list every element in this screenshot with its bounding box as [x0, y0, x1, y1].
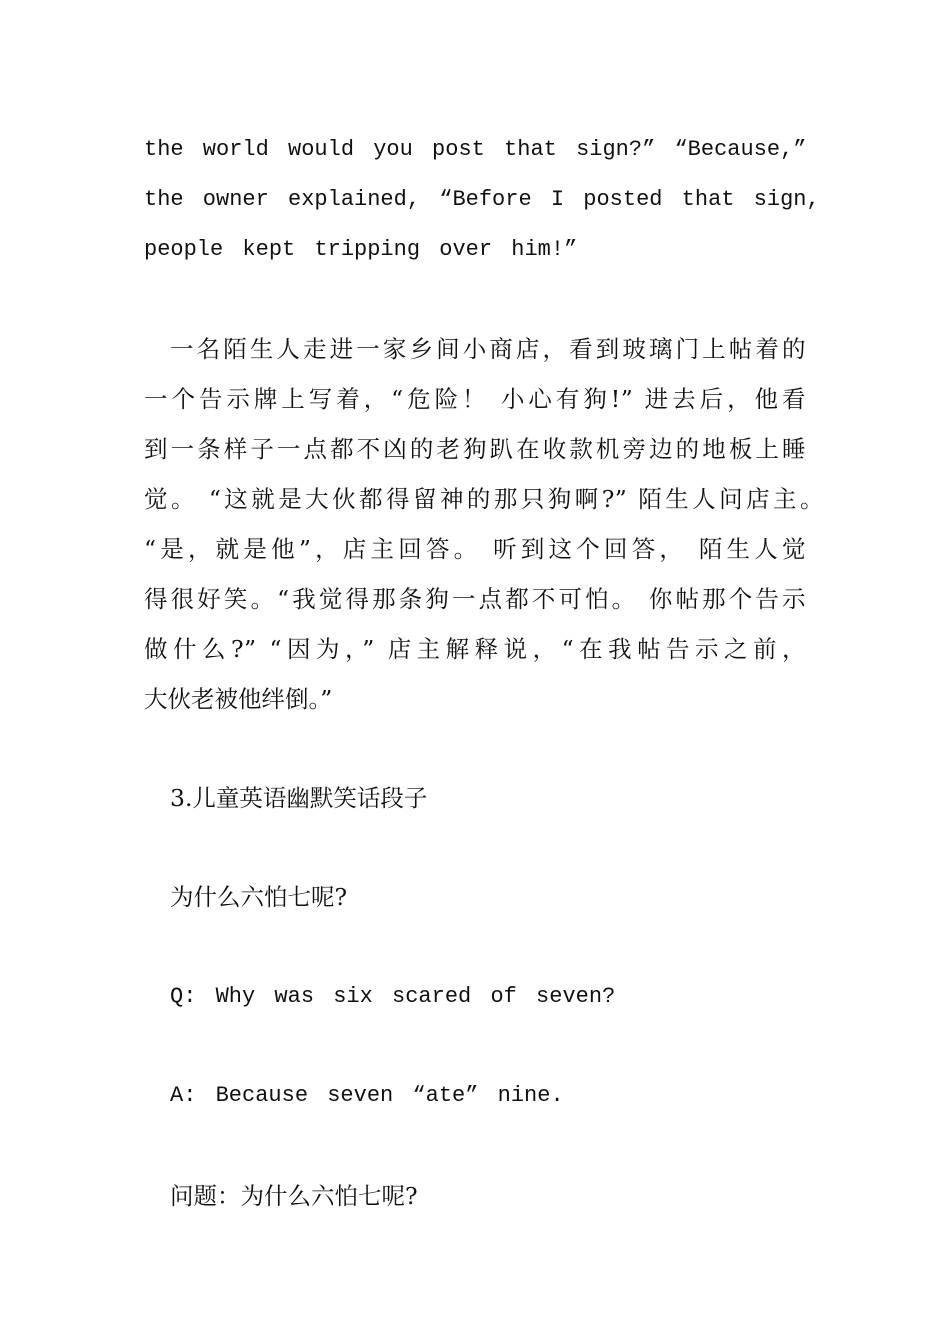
chinese-story-line-4: 觉。 “这就是大伙都得留神的那只狗啊?” 陌生人问店主。 [144, 485, 824, 513]
chinese-story-line-8: 大伙老被他绊倒。” [144, 685, 333, 713]
joke-answer-en: A: Because seven “ate” nine. [170, 1083, 564, 1108]
chinese-story-line-3: 到一条样子一点都不凶的老狗趴在收款机旁边的地板上睡 [144, 435, 806, 463]
english-story-line-3: people kept tripping over him!” [144, 237, 578, 262]
english-story-line-1: the world would you post that sign?” “Because,” [144, 137, 807, 162]
english-story-line-2: the owner explained, “Before I posted that sign, [144, 187, 820, 212]
joke-question-en: Q: Why was six scared of seven? [170, 984, 616, 1009]
chinese-story-line-6: 得很好笑。“我觉得那条狗一点都不可怕。 你帖那个告示 [144, 585, 806, 613]
joke-question-zh: 问题：为什么六怕七呢? [170, 1182, 418, 1210]
chinese-story-line-2: 一个告示牌上写着，“危险！ 小心有狗!” 进去后，他看 [144, 385, 806, 413]
chinese-story-line-1: 一名陌生人走进一家乡间小商店，看到玻璃门上帖着的 [170, 335, 806, 363]
section-heading: 3.儿童英语幽默笑话段子 [170, 784, 428, 812]
chinese-story-line-7: 做什么?” “因为，” 店主解释说，“在我帖告示之前， [144, 635, 806, 663]
joke-title-zh: 为什么六怕七呢? [170, 883, 348, 911]
chinese-story-line-5: “是，就是他”，店主回答。 听到这个回答， 陌生人觉 [144, 535, 806, 563]
